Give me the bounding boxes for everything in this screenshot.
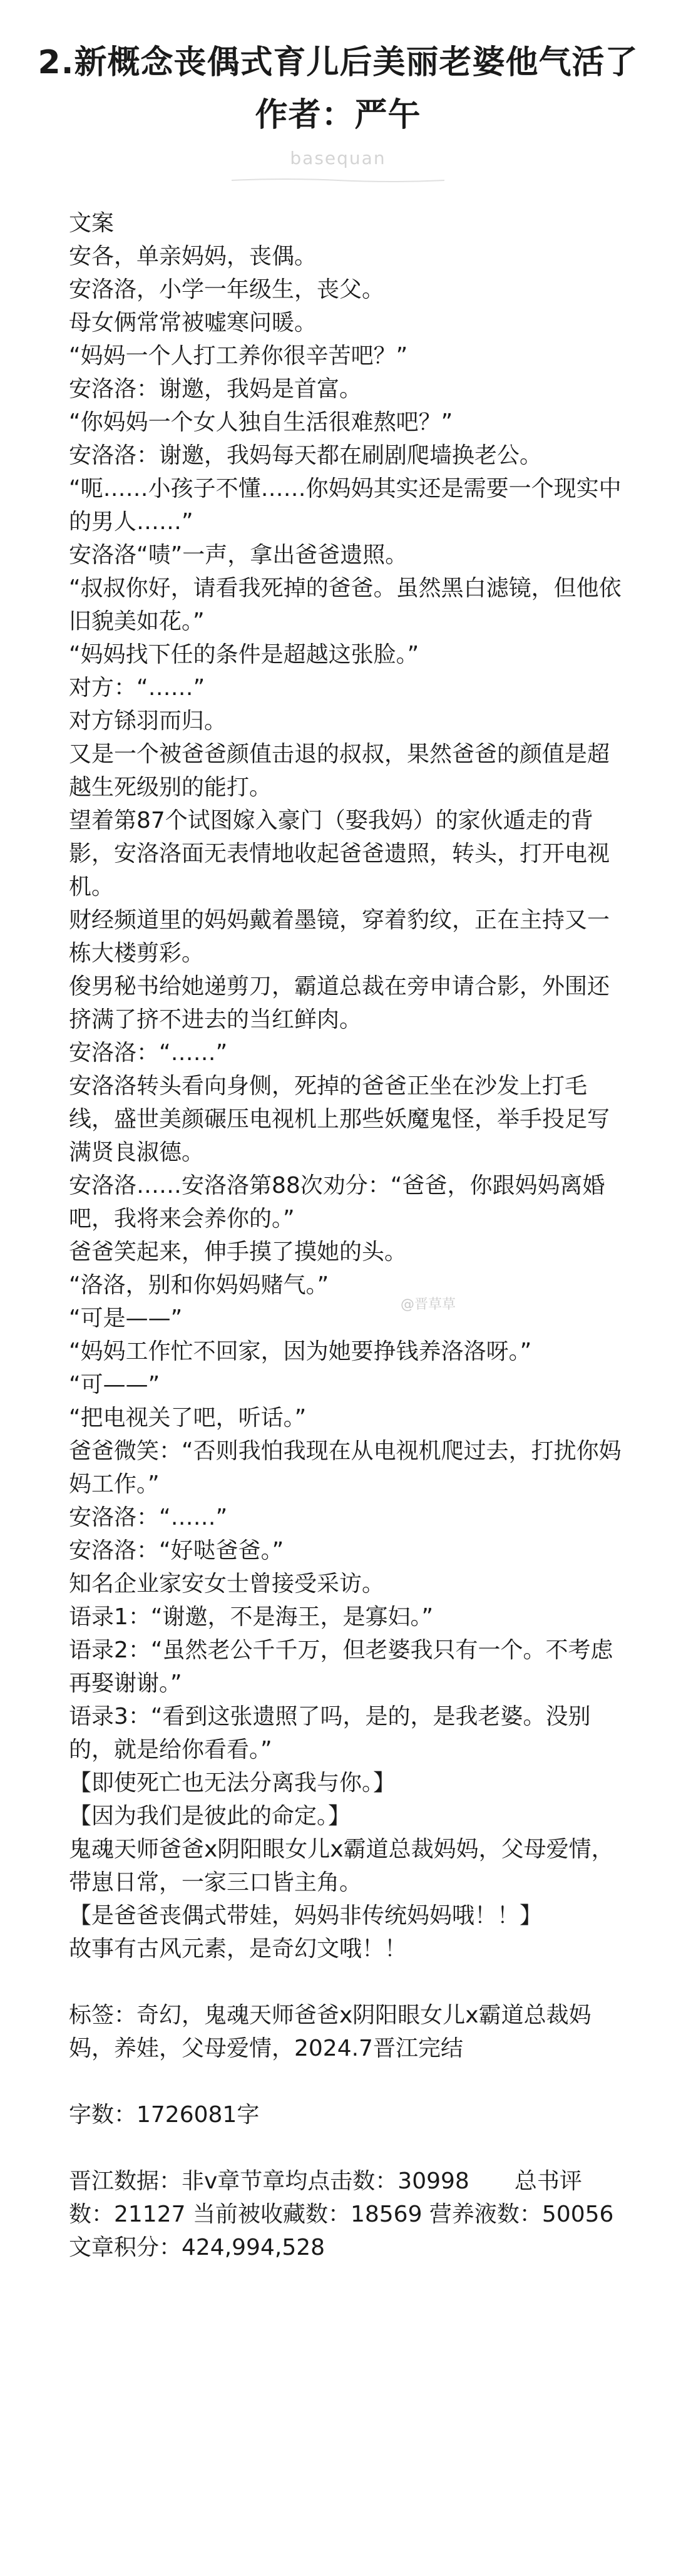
tags-line: 标签：奇幻，鬼魂天师爸爸x阴阳眼女儿x霸道总裁妈妈，养娃，父母爱情，2024.7晋江完结 bbox=[69, 2002, 592, 2061]
synopsis-section bbox=[69, 207, 626, 1965]
synopsis-line: 对方铩羽而归。 bbox=[69, 708, 227, 734]
synopsis-line: 爸爸微笑：“否则我怕我现在从电视机爬过去，打扰你妈妈工作。” bbox=[69, 1438, 622, 1497]
synopsis-line: 语录3：“看到这张遗照了吗，是的，是我老婆。没别的，就是给你看看。” bbox=[69, 1704, 591, 1763]
synopsis-line: “叔叔你好，请看我死掉的爸爸。虽然黑白滤镜，但他依旧貌美如花。” bbox=[69, 575, 622, 634]
synopsis-line: “可——” bbox=[69, 1372, 160, 1398]
synopsis-line: “呃……小孩子不懂……你妈妈其实还是需要一个现实中的男人……” bbox=[69, 476, 622, 535]
spacer bbox=[69, 2131, 626, 2165]
synopsis-line: 故事有古风元素，是奇幻文哦！！ bbox=[69, 1936, 407, 1962]
synopsis-line: “洛洛，别和你妈妈赌气。” bbox=[69, 1272, 329, 1298]
synopsis-line: 安洛洛：谢邀，我妈是首富。 bbox=[69, 376, 362, 402]
watermark-row bbox=[0, 145, 676, 189]
synopsis-body bbox=[69, 207, 626, 2264]
synopsis-line: 语录1：“谢邀，不是海王，是寡妇。” bbox=[69, 1604, 434, 1630]
synopsis-line: 望着第87个试图嫁入豪门（娶我妈）的家伙遁走的背影，安洛洛面无表情地收起爸爸遗照，转头，打开电视机。 bbox=[69, 808, 610, 900]
synopsis-line: 语录2：“虽然老公千千万，但老婆我只有一个。不考虑再娶谢谢。” bbox=[69, 1637, 613, 1696]
synopsis-line: 母女俩常常被嘘寒问暖。 bbox=[69, 310, 317, 336]
synopsis-line: 安洛洛：谢邀，我妈每天都在刷剧爬墙换老公。 bbox=[69, 443, 543, 468]
synopsis-line: 爸爸笑起来，伸手摸了摸她的头。 bbox=[69, 1239, 407, 1265]
synopsis-line: “妈妈找下任的条件是超越这张脸。” bbox=[69, 642, 419, 667]
synopsis-line: 安洛洛：“好哒爸爸。” bbox=[69, 1538, 284, 1564]
synopsis-line: “你妈妈一个女人独自生活很难熬吧？” bbox=[69, 410, 453, 435]
synopsis-line: 文案 bbox=[69, 210, 115, 236]
watermark-text: basequan bbox=[290, 148, 386, 168]
synopsis-line: “把电视关了吧，听话。” bbox=[69, 1405, 307, 1431]
spacer bbox=[69, 2065, 626, 2098]
synopsis-line: 安洛洛……安洛洛第88次劝分：“爸爸，你跟妈妈离婚吧，我将来会养你的。” bbox=[69, 1173, 605, 1232]
title-line-1: 2.新概念丧偶式育儿后美丽老婆他气活了 bbox=[38, 44, 638, 81]
synopsis-line: 【即使死亡也无法分离我与你。】 bbox=[69, 1770, 396, 1796]
synopsis-line: “可是——” bbox=[69, 1306, 183, 1331]
synopsis-line: “妈妈工作忙不回家，因为她要挣钱养洛洛呀。” bbox=[69, 1339, 532, 1364]
synopsis-line: 安各，单亲妈妈，丧偶。 bbox=[69, 244, 317, 269]
synopsis-line: 俊男秘书给她递剪刀，霸道总裁在旁申请合影，外围还挤满了挤不进去的当红鲜肉。 bbox=[69, 974, 610, 1033]
synopsis-line: 安洛洛转头看向身侧，死掉的爸爸正坐在沙发上打毛线，盛世美颜碾压电视机上那些妖魔鬼怪，举手投足写满贤良淑德。 bbox=[69, 1073, 610, 1165]
synopsis-line: 安洛洛：“……” bbox=[69, 1505, 228, 1530]
word-count-line: 字数：1726081字 bbox=[69, 2102, 260, 2128]
synopsis-line: 对方：“……” bbox=[69, 675, 205, 701]
synopsis-line: 安洛洛，小学一年级生，丧父。 bbox=[69, 277, 385, 302]
weibo-watermark: @晋草草 bbox=[401, 1297, 456, 1312]
page-title bbox=[0, 0, 676, 142]
stats-line: 晋江数据：非v章节章均点击数：30998 总书评数：21127 当前被收藏数：18569 营养液数：50056 文章积分：424,994,528 bbox=[69, 2168, 621, 2260]
synopsis-line: 【是爸爸丧偶式带娃，妈妈非传统妈妈哦！！】 bbox=[69, 1903, 543, 1929]
synopsis-line: 财经频道里的妈妈戴着墨镜，穿着豹纹，正在主持又一栋大楼剪彩。 bbox=[69, 907, 610, 966]
synopsis-line: 安洛洛“啧”一声，拿出爸爸遗照。 bbox=[69, 542, 408, 568]
spacer bbox=[69, 1965, 626, 1999]
synopsis-line: 【因为我们是彼此的命定。】 bbox=[69, 1803, 351, 1829]
synopsis-line: 鬼魂天师爸爸x阴阳眼女儿x霸道总裁妈妈，父母爱情，带崽日常，一家三口皆主角。 bbox=[69, 1837, 614, 1895]
synopsis-line: 又是一个被爸爸颜值击退的叔叔，果然爸爸的颜值是超越生死级别的能打。 bbox=[69, 741, 610, 800]
synopsis-line: “妈妈一个人打工养你很辛苦吧？” bbox=[69, 343, 408, 369]
synopsis-line: 安洛洛：“……” bbox=[69, 1040, 228, 1066]
title-line-2: 作者：严午 bbox=[255, 96, 421, 134]
synopsis-line: 知名企业家安女士曾接受采访。 bbox=[69, 1571, 385, 1597]
watermark-underline bbox=[232, 178, 444, 183]
